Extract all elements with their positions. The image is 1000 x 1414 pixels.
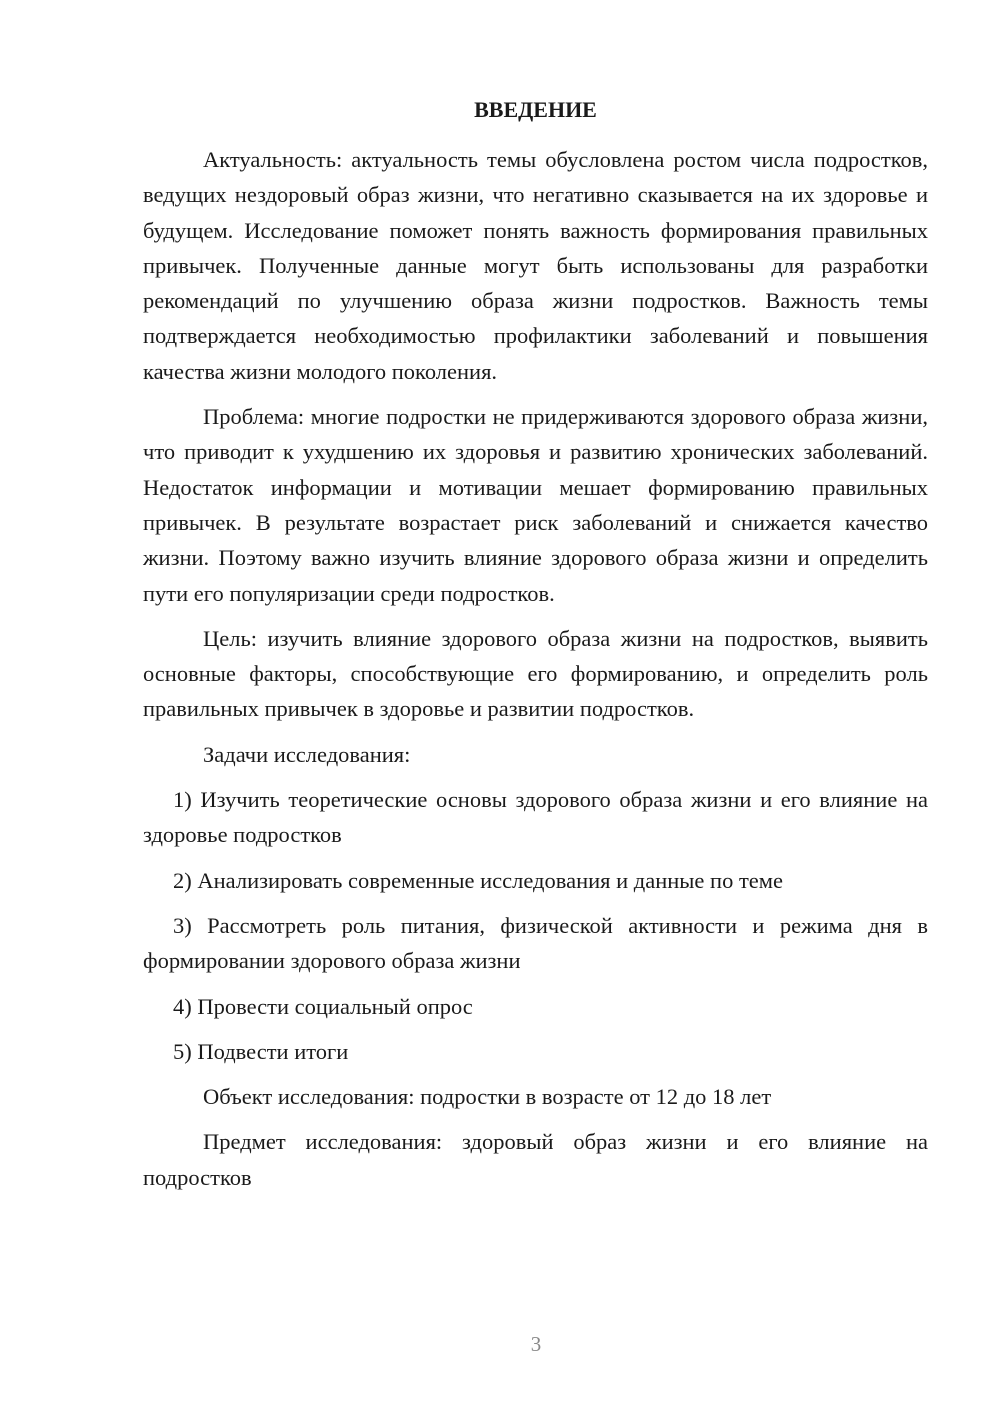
research-object-paragraph: Объект исследования: подростки в возрасте от 12 до 18 лет bbox=[203, 1084, 772, 1110]
section-title: ВВЕДЕНИЕ bbox=[474, 97, 597, 122]
task-item-1: 1) Изучить теоретические основы здорового образа жизни и его влияние на здоровье подростков bbox=[143, 787, 928, 848]
problem-paragraph: Проблема: многие подростки не придерживаются здорового образа жизни, что приводит к ухудшению их здоровья и развитию хронических заболеваний. Недостаток информации и мотивации мешает формированию правильных привычек. В результате возрастает риск заболеваний и снижается качество жизни. Поэтому важно изучить влияние здорового образа жизни и определить пути его популяризации среди подростков. bbox=[143, 404, 928, 606]
task-item-3: 3) Рассмотреть роль питания, физической активности и режима дня в формировании здорового образа жизни bbox=[143, 912, 928, 974]
tasks-heading: Задачи исследования: bbox=[203, 741, 411, 767]
task-item-5: 5) Подвести итоги bbox=[173, 1038, 349, 1064]
task-item-4: 4) Провести социальный опрос bbox=[173, 993, 473, 1019]
goal-paragraph: Цель: изучить влияние здорового образа жизни на подростков, выявить основные факторы, способствующие его формированию, и определить роль правильных привычек в здоровье и развитии подростков. bbox=[143, 625, 928, 722]
task-item-2: 2) Анализировать современные исследования и данные по теме bbox=[173, 867, 783, 893]
research-subject-paragraph: Предмет исследования: здоровый образ жизни и его влияние на подростков bbox=[143, 1129, 928, 1190]
page-number: 3 bbox=[530, 1332, 542, 1356]
relevance-paragraph: Актуальность: актуальность темы обусловлена ростом числа подростков, ведущих нездоровый образ жизни, что негативно сказывается на их здоровье и будущем. Исследование поможет понять важность формирования правильных привычек. Полученные данные могут быть использованы для разработки рекомендаций по улучшению образа жизни подростков. Важность темы подтверждается необходимостью профилактики заболеваний и повышения качества жизни молодого поколения. bbox=[143, 147, 928, 384]
document-page bbox=[143, 92, 928, 1205]
